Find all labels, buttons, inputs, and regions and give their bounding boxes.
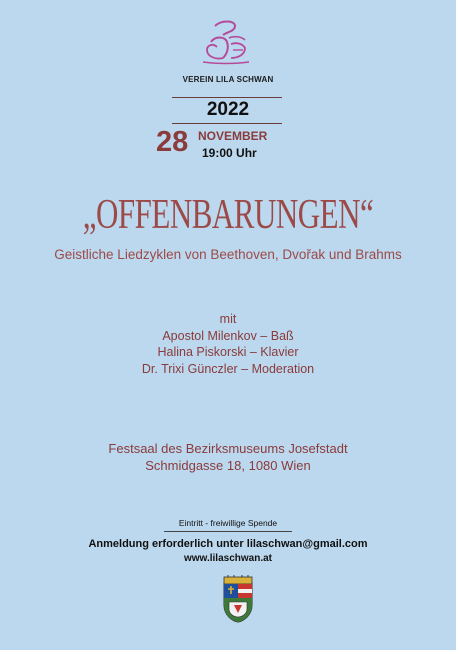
- performer-line: Halina Piskorski – Klavier: [157, 345, 299, 359]
- performers: [0, 311, 456, 377]
- event-year: 2022: [206, 99, 250, 120]
- divider-bottom: [172, 123, 282, 124]
- event-time: 19:00 Uhr: [202, 146, 257, 160]
- divider-top: [172, 97, 282, 98]
- venue-name: Festsaal des Bezirksmuseums Josefstadt: [108, 441, 348, 456]
- concert-title: „OFFENBARUNGEN“: [82, 190, 374, 238]
- entry-info: Eintritt - freiwillige Spende: [178, 518, 278, 528]
- organization-name: VEREIN LILA SCHWAN: [182, 75, 274, 84]
- event-day: 28: [156, 126, 189, 158]
- event-month: NOVEMBER: [198, 129, 268, 143]
- website: www.lilaschwan.at: [184, 553, 272, 564]
- registration-info: Anmeldung erforderlich unter lilaschwan@gmail.com: [88, 538, 368, 550]
- concert-subtitle: Geistliche Liedzyklen von Beethoven, Dvořak und Brahms: [54, 247, 402, 262]
- venue: [0, 440, 456, 474]
- entry-divider: [164, 531, 292, 532]
- district-coat-of-arms-icon: [220, 575, 256, 623]
- venue-address: Schmidgasse 18, 1080 Wien: [145, 458, 311, 473]
- performers-intro: mit: [219, 312, 237, 326]
- performer-line: Apostol Milenkov – Baß: [162, 328, 294, 343]
- performer-line: Dr. Trixi Günczler – Moderation: [141, 361, 315, 376]
- swan-logo-icon: [201, 20, 251, 66]
